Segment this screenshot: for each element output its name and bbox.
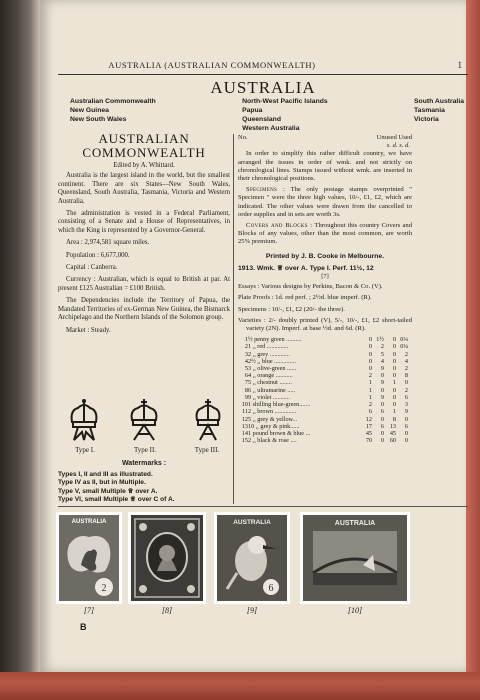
watermark-types: [58, 398, 230, 458]
used-pence: 8: [404, 372, 408, 380]
unused-pence: 9: [380, 365, 384, 373]
kookaburra-icon: [217, 515, 287, 601]
king-portrait-icon: [131, 515, 203, 601]
value-row: [238, 430, 408, 437]
value-row: [238, 423, 408, 430]
used-shillings: 0: [392, 372, 396, 380]
catalogue-number: 8: [244, 386, 248, 394]
country-name: North-West Pacific Islands: [242, 98, 328, 105]
value-row: [238, 379, 408, 386]
left-column: [58, 132, 230, 335]
unused-shillings: 45: [365, 429, 372, 437]
stamp-description: 1 ,, red ..............: [248, 343, 289, 351]
header-rule: [58, 74, 468, 75]
catalogue-number: 14: [241, 429, 248, 437]
catalogue-number: 15: [241, 437, 248, 445]
unused-pence: 0: [380, 415, 384, 423]
used-shillings: 13: [389, 422, 396, 430]
stamp-values-table: [238, 336, 408, 444]
used-shillings: 60: [389, 437, 396, 445]
crown-watermark-type-2-icon: [124, 398, 164, 442]
type-label: Type I.: [75, 446, 95, 454]
unused-shillings: 2: [368, 401, 372, 409]
unused-shillings: 12: [365, 415, 372, 423]
watermarks-block: [58, 460, 230, 505]
unused-shillings: 1: [368, 393, 372, 401]
unused-pence: 1½: [376, 336, 384, 344]
harbour-bridge-icon: [303, 515, 407, 601]
unused-shillings: 2: [368, 372, 372, 380]
stamp-landscape-image: [300, 512, 410, 604]
number-header: No.: [238, 134, 248, 141]
varieties-text: Varieties : 2/- doubly printed (V), 5/-, 10/-, £1, £2 short-tailed variety (2N). Imperf. at base ½d. and 6d. (R).: [238, 316, 412, 333]
stamp-description: 5 ,, grey & yellow...: [248, 415, 298, 423]
catalogue-number: 4: [244, 357, 248, 365]
covers-paragraph: [238, 222, 412, 247]
watermark-line: Types I, II and III as illustrated.: [58, 470, 153, 478]
value-row: [238, 394, 408, 401]
unused-pence: 2: [380, 343, 384, 351]
unused-shillings: 0: [368, 336, 372, 344]
unused-pence: 0: [380, 401, 384, 409]
country-column-3: [414, 97, 464, 133]
price-header: [238, 134, 412, 142]
country-list: [70, 97, 464, 133]
issue-heading: 1913. Wmk. ♕ over A. Type I. Perf. 11½, 12: [238, 264, 374, 272]
currency-units-header: s. d. s. d.: [386, 142, 410, 150]
unused-shillings: 1: [368, 379, 372, 387]
value-row: [238, 387, 408, 394]
section-title-line-2: COMMONWEALTH: [82, 145, 206, 160]
covers-text: Throughout this country Covers and Blocks of any values, other than the most common, are worth 25% premium.: [238, 222, 413, 246]
section-title-line-1: AUSTRALIAN: [98, 131, 190, 146]
country-name: Queensland: [242, 116, 281, 123]
area-text: Area : 2,974,581 square miles.: [66, 239, 150, 247]
stamp-text: AUSTRALIA: [233, 519, 271, 526]
signature-mark: B: [80, 622, 87, 632]
stamp-description: ½ penny green ..........: [248, 336, 302, 344]
essays-text: Essays : Various designs by Perkins, Bacon & Co. (V).: [238, 283, 383, 291]
column-divider: [233, 134, 234, 504]
right-column: [238, 134, 412, 444]
unused-pence: 0: [380, 372, 384, 380]
value-row: [238, 351, 408, 358]
country-name: South Australia: [414, 98, 464, 105]
stamp-description: 10 ,, grey & pink......: [248, 422, 300, 430]
used-pence: 0: [404, 379, 408, 387]
type-label: Type II.: [133, 446, 157, 454]
used-pence: 6: [404, 422, 408, 430]
used-pence: 3: [404, 401, 408, 409]
unused-shillings: 1: [368, 386, 372, 394]
used-pence: 2: [404, 365, 408, 373]
administration-paragraph: The administration is vested in a Federal Parliament, consisting of a Senate and a House of Representatives, in which the King is represented by a Governor-General.: [58, 210, 230, 234]
stamp-label: [9]: [246, 606, 258, 615]
country-name: Victoria: [414, 116, 439, 123]
used-shillings: 0: [392, 365, 396, 373]
stamp-king-portrait-image: [128, 512, 206, 604]
value-row: [238, 416, 408, 423]
used-shillings: 0: [392, 393, 396, 401]
used-pence: 0: [404, 437, 408, 445]
catalogue-number: 13: [241, 422, 248, 430]
specimens-paragraph: [238, 186, 412, 219]
printer-credit: Printed by J. B. Cooke in Melbourne.: [265, 252, 385, 260]
unused-pence: 9: [380, 393, 384, 401]
used-shillings: 0: [392, 350, 396, 358]
market-text: Market : Steady.: [66, 326, 111, 334]
catalogue-number: 1: [244, 336, 248, 344]
value-row: [238, 343, 408, 350]
stamp-kookaburra-image: [214, 512, 290, 604]
stamp-label: [8]: [161, 606, 173, 615]
stamps-rule: [58, 506, 468, 507]
unused-shillings: 6: [368, 408, 372, 416]
svg-text:6: 6: [268, 583, 274, 594]
dependencies-text: The Dependencies include the Territory of Papua, the Mandated Territories of ex-German New Guinea, the Bismarck Archipelago and the Northern Islands of the Solomon group.: [58, 297, 230, 322]
value-row: [238, 336, 408, 343]
used-pence: 4: [404, 357, 408, 365]
used-shillings: 0: [392, 357, 396, 365]
main-title: AUSTRALIA: [210, 78, 316, 97]
unused-shillings: 0: [368, 343, 372, 351]
specimens-heading: Specimens :: [246, 186, 286, 194]
used-pence: 2: [404, 386, 408, 394]
specimens-values-text: Specimens : 10/-, £1, £2 (20/- the three).: [238, 305, 345, 313]
stamp-kangaroo-image: [56, 512, 122, 604]
catalogue-number: 6: [244, 372, 248, 380]
unused-shillings: 0: [368, 357, 372, 365]
stamp-description: 2 ,, black & rose ....: [248, 437, 297, 445]
used-pence: 0¼: [400, 343, 408, 351]
unused-shillings: 70: [365, 437, 372, 445]
stamp-description: 3 ,, olive-green ......: [248, 365, 297, 373]
country-name: Tasmania: [414, 107, 445, 114]
country-name: Papua: [242, 107, 263, 114]
country-name: New Guinea: [70, 107, 109, 114]
country-name: Australian Commonwealth: [70, 98, 156, 105]
catalogue-number: 3: [244, 350, 248, 358]
catalogue-number: 7: [244, 379, 248, 387]
crown-watermark-type-3-icon: [188, 398, 228, 442]
stamp-text: AUSTRALIA: [334, 520, 376, 527]
unused-pence: 4: [380, 357, 384, 365]
used-pence: 2: [404, 350, 408, 358]
value-row: [238, 372, 408, 379]
stamp-label: [7]: [83, 606, 95, 615]
used-shillings: 1: [392, 379, 396, 387]
used-shillings: 0: [392, 386, 396, 394]
unused-used-header: Unused Used: [376, 134, 412, 141]
country-name: New South Wales: [70, 116, 127, 123]
unused-shillings: 0: [368, 350, 372, 358]
svg-text:2: 2: [101, 583, 107, 594]
unused-pence: 0: [380, 437, 384, 445]
stamp-description: 1 shilling blue-green.......: [248, 401, 311, 409]
catalogue-number: 2: [244, 343, 248, 351]
type-label: Type III.: [194, 446, 220, 454]
unused-pence: 6: [380, 408, 384, 416]
unused-pence: 5: [380, 350, 384, 358]
stamp-description: 9 ,, violet ...........: [248, 393, 290, 401]
capital-text: Capital : Canberra.: [66, 264, 118, 272]
unused-shillings: 0: [368, 365, 372, 373]
stamp-description: 1 pound brown & blue ...: [248, 429, 311, 437]
used-shillings: 0: [392, 336, 396, 344]
value-row: [238, 408, 408, 415]
used-shillings: 45: [389, 429, 396, 437]
catalogue-number: 5: [244, 365, 248, 373]
catalogue-number: 9: [244, 393, 248, 401]
arrangement-paragraph: In order to simplify this rather difficult country, we have arranged the issues in order of wmk. and not strictly on chronological lines. Stamps issued without wmk. are inserted in their chronological positions.: [238, 150, 412, 183]
unused-pence: 0: [380, 429, 384, 437]
unused-pence: 9: [380, 379, 384, 387]
watermark-line: Type V, small Multiple ♕ over A.: [58, 487, 158, 495]
country-column-2: [242, 97, 328, 133]
stamp-label: [10]: [347, 606, 363, 615]
stamp-description: 2 ,, brown ..............: [248, 408, 297, 416]
country-name: Western Australia: [242, 125, 300, 132]
used-shillings: 0: [392, 343, 396, 351]
crown-watermark-type-1-icon: [64, 398, 104, 442]
stamp-description: 2½ ,, blue ..............: [248, 357, 296, 365]
watermark-line: Type IV as II, but in Multiple.: [58, 479, 146, 487]
value-row: [238, 437, 408, 444]
used-pence: 0: [404, 415, 408, 423]
kangaroo-map-icon: [59, 515, 119, 601]
running-head: AUSTRALIA (AUSTRALIAN COMMONWEALTH): [108, 60, 316, 70]
used-pence: 6: [404, 393, 408, 401]
used-pence: 0: [404, 429, 408, 437]
stamp-description: 5 ,, chestnut ........: [248, 379, 292, 387]
stamp-description: 4 ,, orange ...........: [248, 372, 293, 380]
used-shillings: 1: [392, 408, 396, 416]
used-shillings: 8: [392, 415, 396, 423]
value-row: [238, 401, 408, 408]
watermark-line: Type VI, small Multiple ♕ over C of A.: [58, 496, 175, 504]
unused-shillings: 17: [365, 422, 372, 430]
intro-paragraph: Australia is the largest island in the world, but the smallest continent. There are six States—New South Wales, Queensland, South Australia, Tasmania, Victoria and Western Australia.: [58, 172, 230, 205]
specimens-text: The only postage stamps overprinted " Specimen " were the three high values, 10/-, £1, £2, which are indicated. The other values were drawn from the cancelled to order supplies and in sets are worth 3s.: [238, 186, 412, 218]
covers-heading: Covers and Blocks :: [246, 222, 313, 230]
value-row: [238, 358, 408, 365]
unused-pence: 6: [380, 422, 384, 430]
currency-text: Currency : Australian, which is equal to British at par. At present £125 Australian = £100 British.: [58, 276, 230, 292]
plate-proofs-text: Plate Proofs : 1d. red perf. ; 2½d. blue imperf. (R).: [238, 294, 372, 302]
issue-illustration-ref: [7]: [321, 273, 329, 281]
used-pence: 0¼: [400, 336, 408, 344]
catalogue-number: 12: [241, 415, 248, 423]
stamp-description: 2 ,, grey .............: [248, 350, 290, 358]
stamp-text: AUSTRALIA: [71, 519, 107, 525]
population-text: Population : 6,677,000.: [66, 251, 130, 259]
editor-credit: Edited by A. Whittard.: [113, 162, 175, 169]
catalogue-number: 10: [241, 401, 248, 409]
used-shillings: 0: [392, 401, 396, 409]
country-column-1: [70, 97, 156, 133]
stamp-description: 6 ,, ultramarine .....: [248, 386, 296, 394]
value-row: [238, 365, 408, 372]
watermarks-title: Watermarks :: [121, 460, 167, 467]
page-number: 1: [457, 60, 462, 70]
catalogue-number: 11: [242, 408, 248, 416]
used-pence: 9: [404, 408, 408, 416]
unused-pence: 0: [380, 386, 384, 394]
